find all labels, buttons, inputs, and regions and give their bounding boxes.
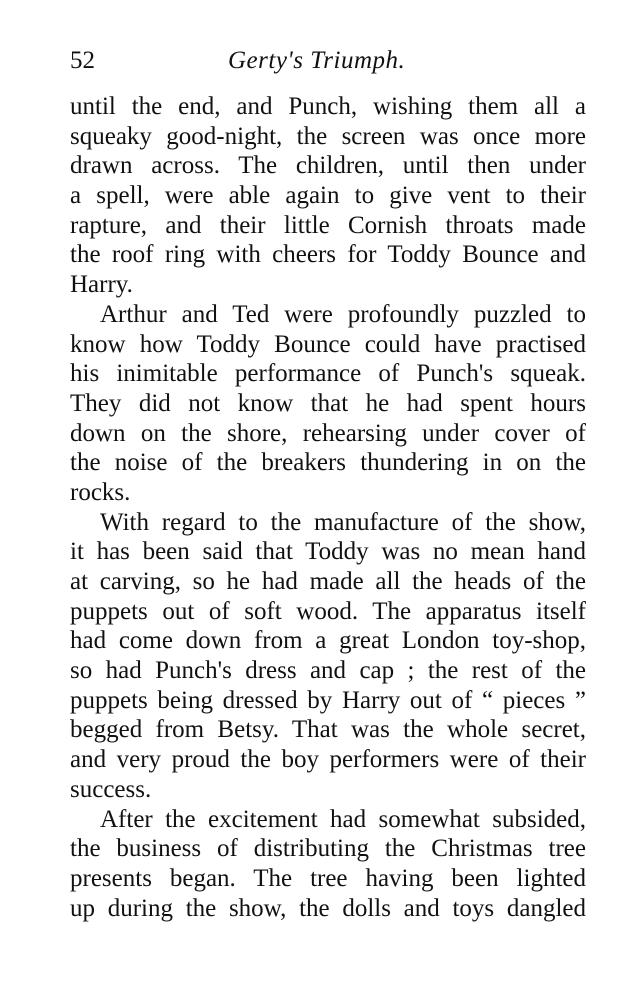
text-line: begged from Betsy. That was the whole secret, — [70, 716, 586, 744]
text-line: the roof ring with cheers for Toddy Bounce and — [70, 241, 586, 269]
body-text — [70, 92, 586, 923]
book-title: Gerty's Triumph. — [228, 47, 406, 74]
text-line: puppets being dressed by Harry out of “ pieces ” — [70, 686, 586, 714]
text-line: the noise of the breakers thundering in on the — [70, 449, 586, 477]
text-line: the business of distributing the Christmas tree — [70, 835, 586, 863]
text-line: until the end, and Punch, wishing them all a — [70, 93, 586, 120]
text-line: at carving, so he had made all the heads of the — [70, 568, 586, 595]
text-line: With regard to the manufacture of the show, — [100, 508, 586, 536]
text-line: They did not know that he had spent hours — [70, 389, 586, 417]
paragraph-1 — [70, 92, 586, 300]
paragraph-4 — [70, 805, 586, 924]
text-line: so had Punch's dress and cap ; the rest of the — [70, 657, 586, 685]
text-line: rapture, and their little Cornish throats made — [70, 211, 586, 239]
text-line: it has been said that Toddy was no mean hand — [70, 538, 586, 566]
running-head — [70, 44, 590, 78]
text-line: up during the show, the dolls and toys dangled — [70, 894, 586, 922]
text-line: Arthur and Ted were profoundly puzzled to — [100, 300, 586, 328]
text-line: presents began. The tree having been lighted — [70, 864, 586, 892]
text-line: drawn across. The children, until then under — [70, 152, 586, 180]
text-line: rocks. — [70, 478, 131, 506]
text-line: know how Toddy Bounce could have practised — [70, 330, 586, 358]
text-line: his inimitable performance of Punch's squeak. — [70, 360, 586, 388]
text-line: a spell, were able again to give vent to their — [70, 182, 586, 210]
page-number: 52 — [70, 47, 95, 74]
text-line: had come down from a great London toy-shop, — [70, 627, 586, 655]
paragraph-3 — [70, 508, 586, 805]
text-line: puppets out of soft wood. The apparatus itself — [70, 597, 586, 625]
paragraph-2 — [70, 300, 586, 508]
text-line: Harry. — [70, 271, 133, 299]
text-line: success. — [70, 775, 152, 803]
text-line: squeaky good-night, the screen was once more — [70, 122, 586, 150]
text-line: down on the shore, rehearsing under cover of — [70, 419, 586, 447]
text-line: and very proud the boy performers were of their — [70, 746, 586, 774]
text-line: After the excitement had somewhat subsided, — [100, 805, 586, 833]
